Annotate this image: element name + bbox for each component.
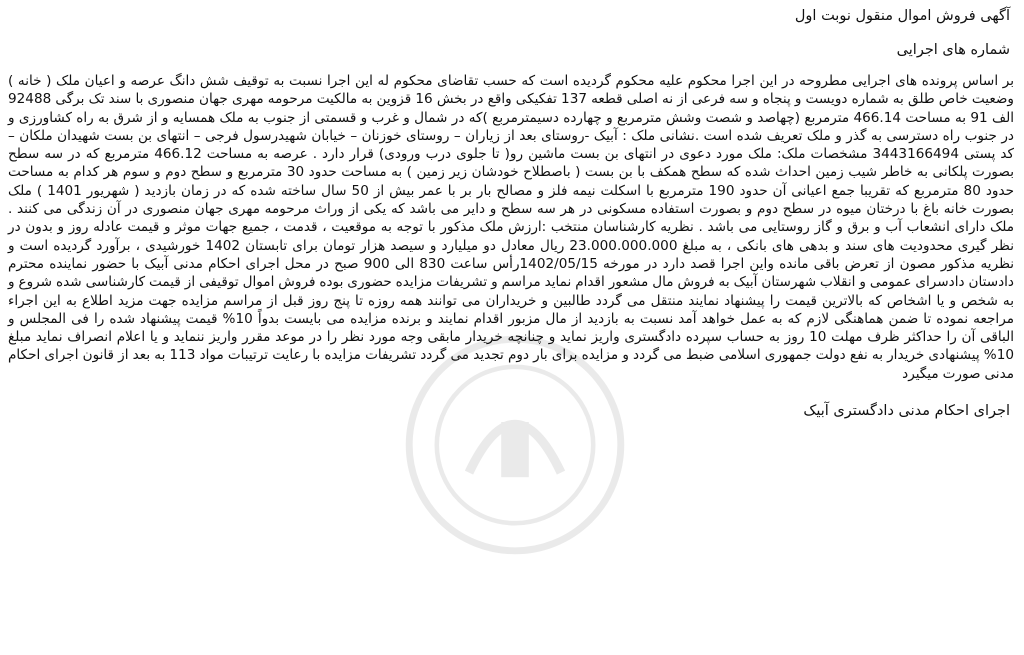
notice-body: بر اساس پرونده های اجرایی مطروحه در این اجرا محکوم علیه محکوم گردیده است که حسب تقاضای محکوم له این اجرا نسبت به توقیف شش دانگ عرصه و اعیان ملک ( خانه ) وضعیت خاص طلق به شماره دویست و پنجاه و سه فرعی از نه اصلی قطعه 137 تفکیکی واقع در بخش 16 قزوین به مالکیت مرحومه مهری جهان منصوری با سند تک برگی 92488 الف 91 به مساحت 466.14 مترمربع (چهاصد و شصت وشش مترمربع و چهارده دسیمترمربع )که در شمال و غرب و قسمتی از جنوب به ملک همسایه و از شرق به راه کشاورزی و در جنوب راه دسترسی به گذر و ملک تعریف شده است .نشانی ملک : آبیک -روستای بعد از زیاران – روستای خوزنان – خیابان شهیدرسول فرجی – انتهای بن بست شهیدان ملکان – کد پستی 3443166494 مشخصات ملک: ملک مورد دعوی در انتهای بن بست ماشین رو( تا جلوی درب ورودی) قرار دارد . عرصه به مساحت 466.12 مترمربع که در سه سطح بصورت پلکانی به خاطر شیب زمین احداث شده که سطح همکف با بن بست ( باصطلاح خودشان زیر زمین ) به مساحت حدود 30 مترمربع و سطح دوم و سوم هر کدام به مساحت حدود 80 مترمربع که تقریبا جمع اعیانی آن حدود 190 مترمربع با اسکلت نیمه فلز و مصالح بار بر با عمر بیش از 50 سال ساخته شده که در زمان بازدید ( شهریور 1401 ) ملک بصورت خانه باغ با درختان میوه در سطح دوم و بصورت استفاده مسکونی در هر سه سطح و دایر می باشد که یکی از وراث مرحومه مهری جهان منصوری در آن زندگی می کنند . ملک دارای انشعاب آب و برق و گاز روستایی می باشد . نظریه کارشناسان منتخب :ارزش ملک مذکور با توجه به موقعیت ، قدمت ، جمیع جهات موثر و قیمت عادله روز و بدون در نظر گیری محدودیت های سند و بدهی های بانکی ، به مبلغ 23.000.000.000 ریال معادل دو میلیارد و سیصد هزار تومان برای تابستان 1402 خورشیدی ، برآورد گردیده است و نظریه مذکور مصون از تعرض باقی مانده واین اجرا قصد دارد در مورخه 1402/05/15رأس ساعت 830 الی 900 صبح در محل اجرای احکام مدنی آبیک با حضور نماینده محترم دادستان دادسرای عمومی و انقلاب شهرستان آبیک به فروش مال مشعور اقدام نماید مراسم و تشریفات مزایده حضوری بوده فروش اموال توقیفی از قیمت کارشناسی شده شروع و به شخص و یا اشخاص که بالاترین قیمت را پیشنهاد نمایند منتقل می گردد طالبین و خریداران می توانند همه روزه تا پنج روز قبل از مراسم مزایده جهت مزید اطلاع به این اجراء مراجعه نموده تا ضمن هماهنگی لازم که به عمل خواهد آمد نسبت به بازدید از مال مزبور اقدام نمایند و برنده مزایده می بایست بدواً 10% قیمت پیشنهاد شده را فی المجلس و الباقی آن را حداکثر ظرف مهلت 10 روز به حساب سپرده دادگستری واریز نماید و چنانچه خریدار مابقی وجه مورد نظر را در موعد مقرر واریز ننماید و یا اعلام انصراف نماید مبلغ 10% پیشنهادی خریدار به نفع دولت جمهوری اسلامی ضبط می گردد و مزایده برای بار دوم تجدید می گردد تشریفات مزایده با رعایت ترتیبات مواد 113 به بعد از قانون اجرای احکام مدنی صورت میگیرد: [8, 73, 1014, 382]
reference-label: شماره های اجرایی: [896, 42, 1010, 58]
signature: اجرای احکام مدنی دادگستری آبیک: [803, 403, 1010, 420]
notice-title: آگهی فروش اموال منقول نوبت اول: [794, 8, 1010, 24]
